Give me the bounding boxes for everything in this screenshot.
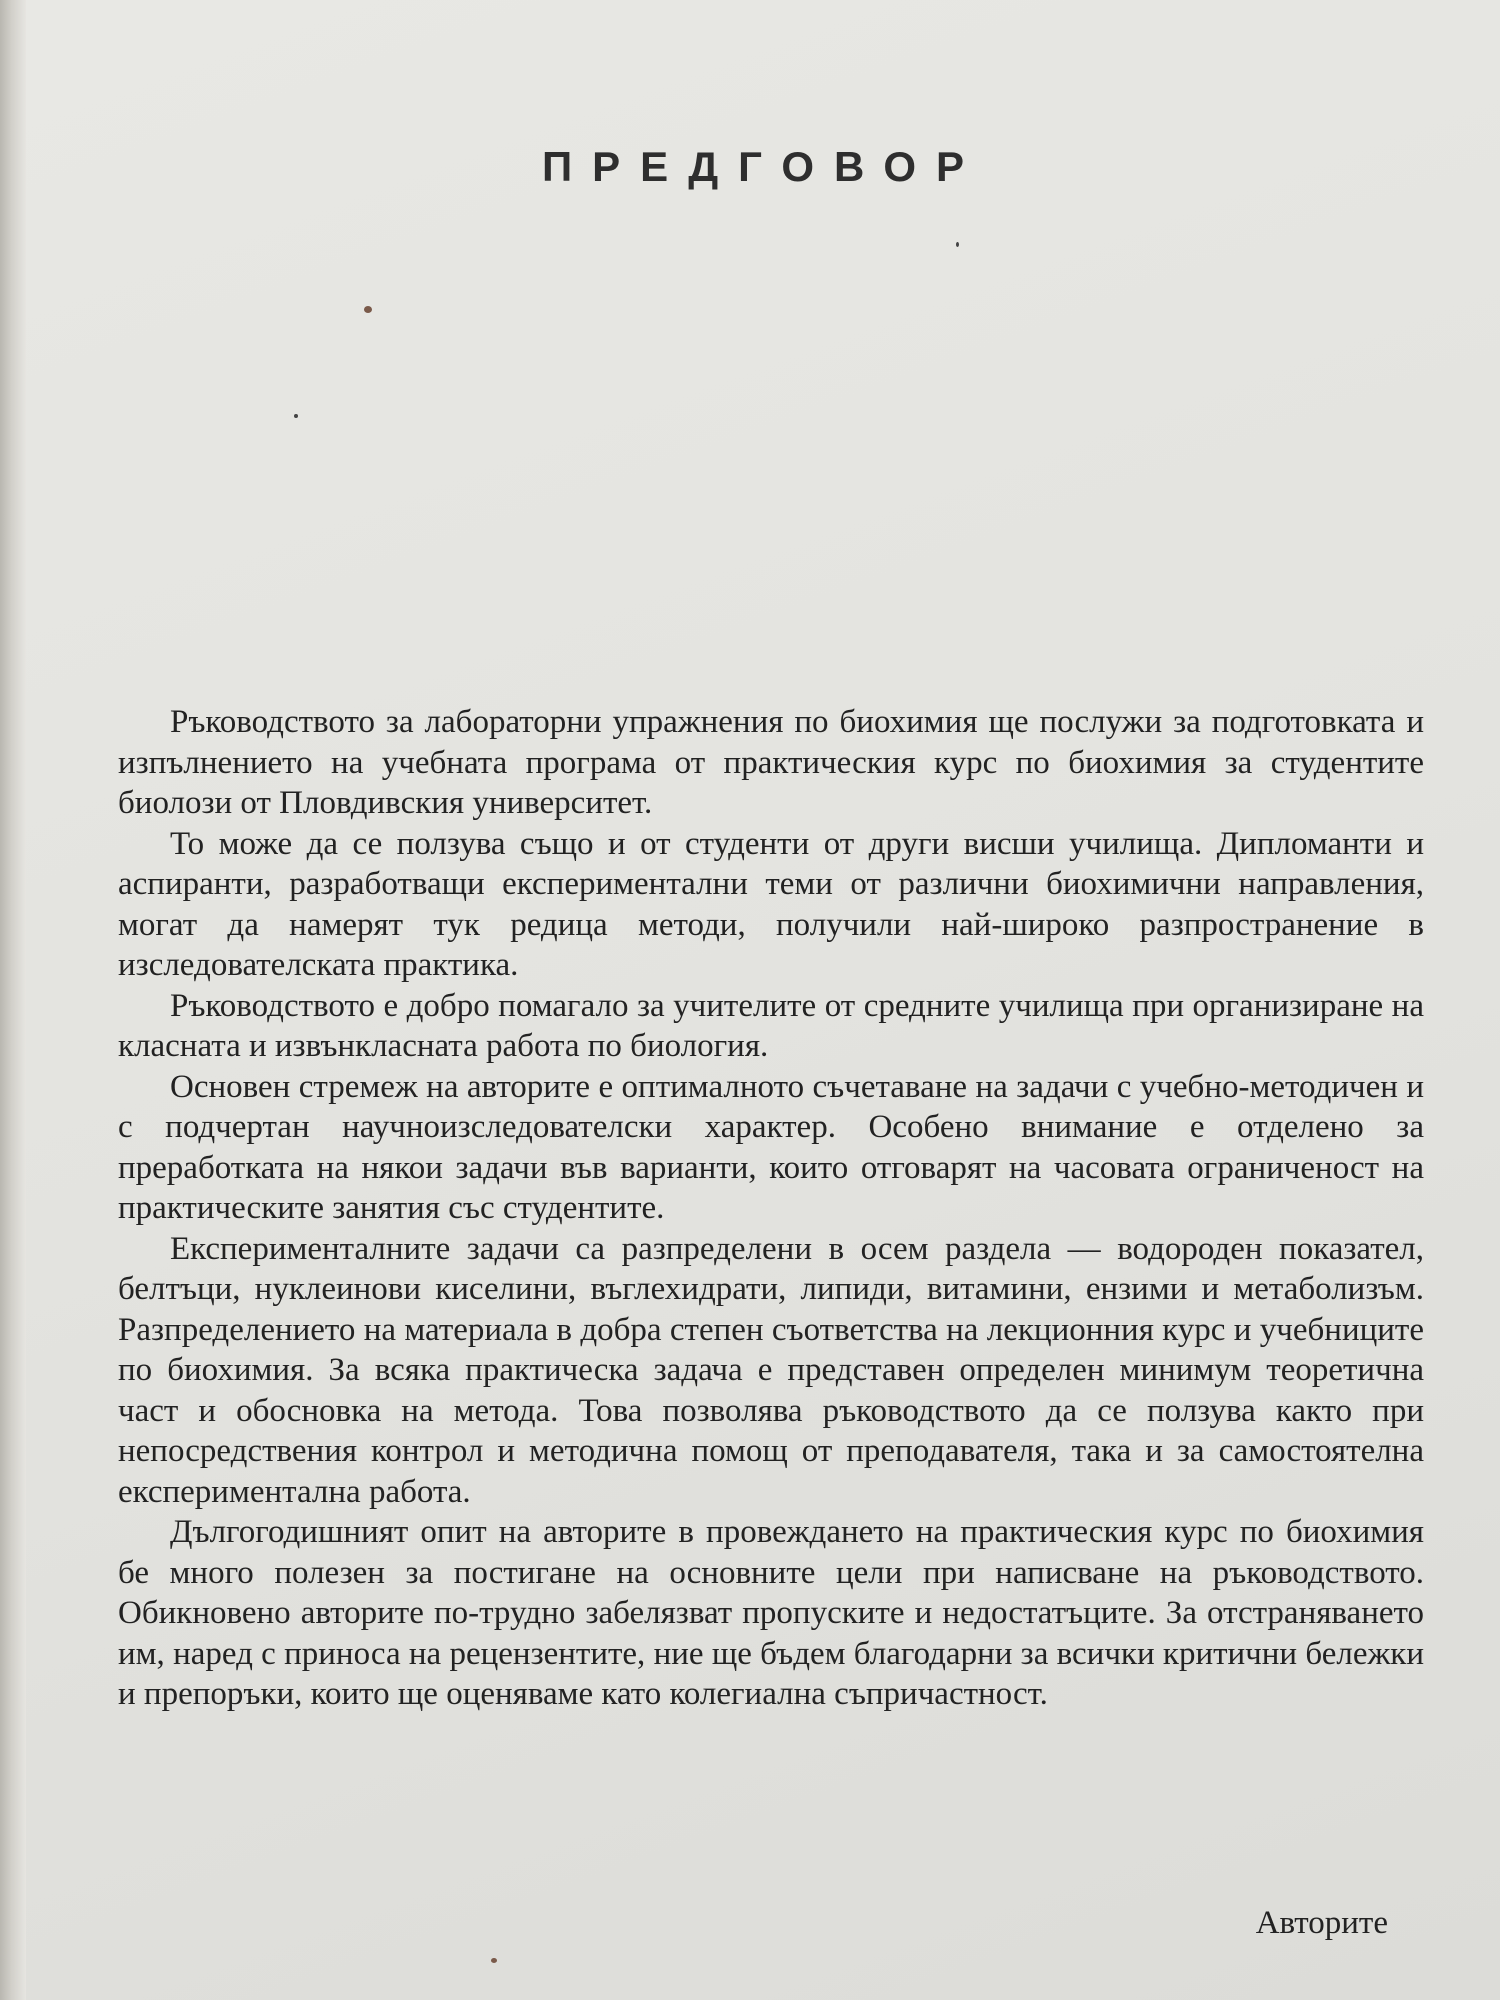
- book-gutter: [0, 0, 27, 2000]
- ink-speck: [364, 306, 372, 313]
- paragraph: Основен стремеж на авторите е оптималното съчетаване на задачи с учебно-методичен и с подчертан научноизследователски характер. Особено внимание е отделено за преработката на някои задачи във варианти, които отговарят на часовата ограниченост на практическите занятия със студентите.: [118, 1068, 1424, 1226]
- paragraph: Ръководството за лабораторни упражнения по биохимия ще послужи за подготовката и изпълнението на учебната програма от практическия курс по биохимия за студентите биолози от Пловдивския университет.: [118, 704, 1424, 821]
- paragraph: Дългогодишният опит на авторите в провеждането на практическия курс по биохимия бе много полезен за постигане на основните цели при написване на ръководството. Обикновено авторите по-трудно забелязват пропуските и недостатъците. За отстраняването им, наред с приноса на рецензентите, ние ще бъдем благодарни за всички критични бележки и препоръки, които ще оценяваме като колегиална съпричастност.: [118, 1514, 1424, 1712]
- ink-speck: [294, 414, 298, 418]
- ink-speck: [956, 242, 959, 247]
- ink-speck: [491, 1958, 497, 1963]
- paragraph: То може да се ползува също и от студенти от други висши училища. Дипломанти и аспиранти, разработващи експериментални теми от различни биохимични направления, могат да намерят тук редица методи, получили най-широко разпространение в изследователската практика.: [118, 825, 1424, 983]
- preface-body: [118, 702, 1424, 1715]
- signature: Авторите: [1255, 1905, 1388, 1941]
- page-title: ПРЕДГОВОР: [541, 143, 985, 191]
- paragraph: Експерименталните задачи са разпределени в осем раздела — водороден показател, белтъци, нуклеинови киселини, въглехидрати, липиди, витамини, ензими и метаболизъм. Разпределението на материала в добра степен съответства на лекционния курс и учебниците по биохимия. За всяка практическа задача е представен определен минимум теоретична част и обосновка на метода. Това позволява ръководството да се ползува както при непосредствения контрол и методична помощ от преподавателя, така и за самостоятелна експериментална работа.: [118, 1230, 1424, 1510]
- book-page: [26, 0, 1500, 2000]
- paragraph: Ръководството е добро помагало за учителите от средните училища при организиране на класната и извънкласната работа по биология.: [118, 987, 1424, 1064]
